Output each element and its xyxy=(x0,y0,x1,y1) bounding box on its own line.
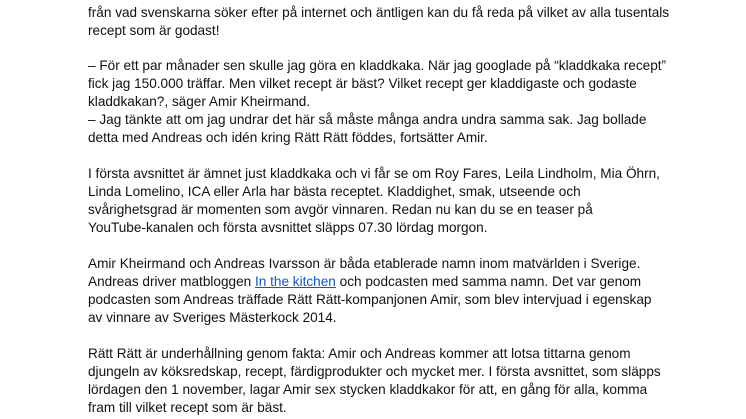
text-line: av vinnare av Sveriges Mästerkock 2014. xyxy=(88,310,337,325)
text-line: – För ett par månader sen skulle jag göra en kladdkaka. När jag googlade på “kladdkaka recept” xyxy=(88,58,667,73)
text-line: Rätt Rätt är underhållning genom fakta: Amir och Andreas kommer att lotsa tittarna genom xyxy=(88,346,631,361)
text-line: podcasten som Andreas träffade Rätt Rätt-kompanjonen Amir, som blev intervjuad i egenskap xyxy=(88,292,652,307)
text-line: recept som är godast! xyxy=(88,23,220,38)
text-line: svårighetsgrad är momenten som avgör vinnaren. Redan nu kan du se en teaser på xyxy=(88,202,593,217)
text-line: YouTube-kanalen och första avsnittet släpps 07.30 lördag morgon. xyxy=(88,220,488,235)
text-line: från vad svenskarna söker efter på internet och äntligen kan du få reda på vilket av alla tusentals xyxy=(88,5,670,20)
in-the-kitchen-link[interactable]: In the kitchen xyxy=(255,274,336,289)
text-line: Linda Lomelino, ICA eller Arla har bästa receptet. Kladdighet, smak, utseende och xyxy=(88,184,581,199)
text-line: lördagen den 1 november, lagar Amir sex stycken kladdkakor för att, en gång för alla, komma xyxy=(88,382,648,397)
text-line: Amir Kheirmand och Andreas Ivarsson är båda etablerade namn inom matvärlden i Sverige. xyxy=(88,256,641,271)
text-line: fick jag 150.000 träffar. Men vilket recept är bäst? Vilket recept ger kladdigaste och godaste xyxy=(88,76,637,91)
text-line: I första avsnittet är ämnet just kladdkaka och vi får se om Roy Fares, Leila Lindholm, Mia Öhrn, xyxy=(88,166,660,181)
text-line: fram till vilket recept som är bäst. xyxy=(88,400,287,415)
text-line: detta med Andreas och idén kring Rätt Rätt föddes, fortsätter Amir. xyxy=(88,130,488,145)
text-segment: Andreas driver matbloggen xyxy=(88,274,255,289)
text-segment: och podcasten med samma namn. Det var genom xyxy=(335,274,642,289)
text-line: kladdkakan?, säger Amir Kheirmand. xyxy=(88,94,311,109)
text-line xyxy=(88,273,641,290)
text-line: – Jag tänkte att om jag undrar det här så måste många andra undra samma sak. Jag bollade xyxy=(88,112,647,127)
text-line: djungeln av köksredskap, recept, färdigprodukter och mycket mer. I första avsnittet, som släpps xyxy=(88,364,661,379)
